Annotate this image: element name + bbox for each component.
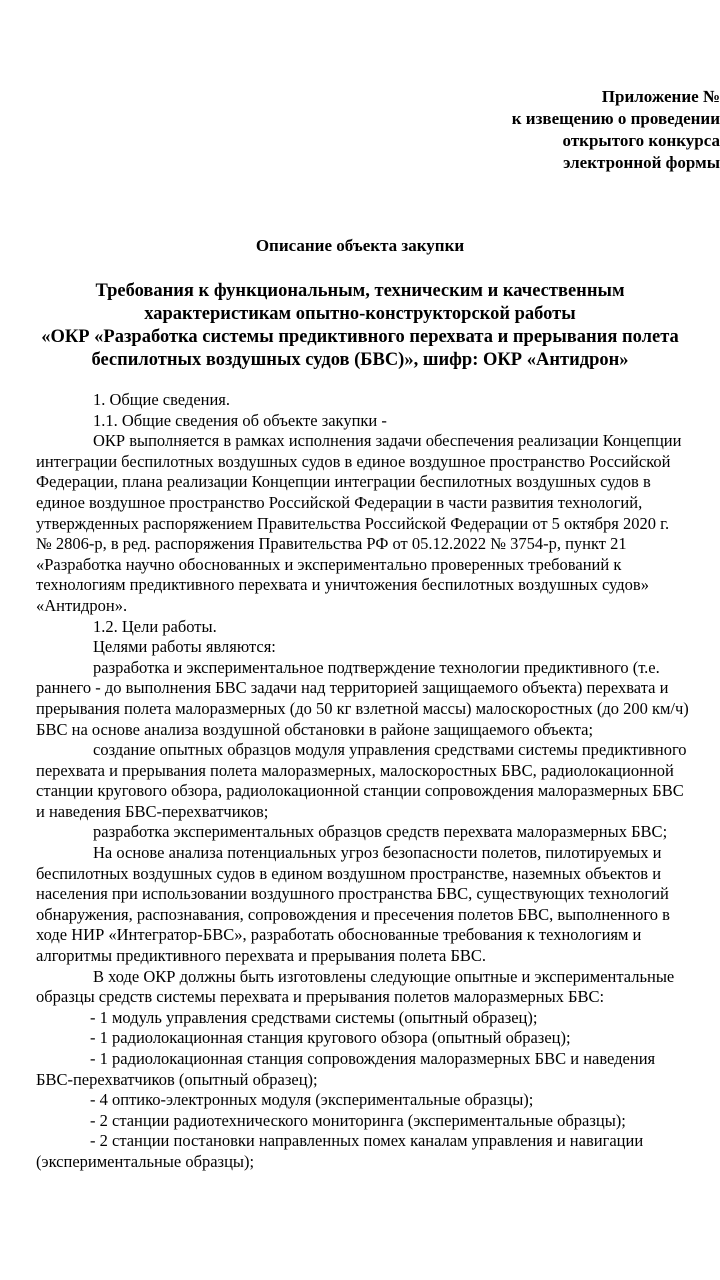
- body-line: «Антидрон».: [36, 595, 128, 615]
- document-title: Описание объекта закупки: [255, 236, 465, 255]
- requirements-title-line: беспилотных воздушных судов (БВС)», шифр: ОКР «Антидрон»: [91, 350, 629, 370]
- body-line: 1.2. Цели работы.: [93, 616, 217, 636]
- body-line: раннего - до выполнения БВС задачи над территорией защищаемого объекта) перехвата и: [36, 678, 669, 698]
- body-line: - 1 радиолокационная станция кругового обзора (опытный образец);: [90, 1028, 571, 1048]
- annex-line: открытого конкурса: [562, 131, 720, 150]
- body-line: Целями работы являются:: [93, 637, 276, 657]
- body-line: станции кругового обзора, радиолокационной станции сопровождения малоразмерных БВС: [36, 781, 684, 801]
- body-line: На основе анализа потенциальных угроз безопасности полетов, пилотируемых и: [93, 843, 662, 863]
- body-line: БВС на основе анализа воздушной обстановки в районе защищаемого объекта;: [36, 719, 594, 739]
- body-line: - 1 модуль управления средствами системы (опытный образец);: [90, 1007, 538, 1027]
- body-line: разработка и экспериментальное подтверждение технологии предиктивного (т.е.: [93, 657, 660, 677]
- annex-header: [480, 86, 720, 174]
- body-line: беспилотных воздушных судов в едином воздушном пространстве, наземных объектов и: [36, 863, 662, 883]
- body-line: В ходе ОКР должны быть изготовлены следующие опытные и экспериментальные: [93, 966, 675, 986]
- body-line: 1. Общие сведения.: [93, 390, 231, 409]
- body-line: БВС-перехватчиков (опытный образец);: [36, 1069, 318, 1089]
- body-line: населения при использовании воздушного пространства БВС, существующих технологий: [36, 884, 669, 904]
- requirements-title: [0, 280, 720, 372]
- annex-line: Приложение №: [601, 87, 720, 106]
- body-line: технологиям предиктивного перехвата и уничтожения беспилотных воздушных судов»: [36, 575, 649, 595]
- body-line: прерывания полета малоразмерных (до 50 кг взлетной массы) малоскоростных (до 200 км/ч): [36, 698, 689, 718]
- body-line: - 2 станции постановки направленных помех каналам управления и навигации: [90, 1131, 644, 1151]
- requirements-title-line: Требования к функциональным, техническим и качественным: [95, 281, 625, 301]
- document-body: [36, 390, 720, 1173]
- body-line: - 4 оптико-электронных модуля (экспериментальные образцы);: [90, 1090, 534, 1110]
- body-line: создание опытных образцов модуля управления средствами системы предиктивного: [93, 740, 687, 760]
- body-line: «Разработка научно обоснованных и экспериментально проверенных требований к: [36, 554, 622, 574]
- body-line: разработка экспериментальных образцов средств перехвата малоразмерных БВС;: [93, 822, 668, 842]
- body-line: образцы средств системы перехвата и прерывания полетов малоразмерных БВС:: [36, 987, 605, 1007]
- body-line: утвержденных распоряжением Правительства Российской Федерации от 5 октября 2020 г.: [36, 513, 670, 533]
- body-line: ОКР выполняется в рамках исполнения задачи обеспечения реализации Концепции: [93, 431, 682, 451]
- body-line: интеграции беспилотных воздушных судов в единое воздушное пространство Российской: [36, 451, 671, 471]
- body-line: алгоритмы предиктивного перехвата и прерывания полета БВС.: [36, 946, 487, 966]
- annex-line: электронной формы: [563, 153, 720, 172]
- body-line: № 2806-р, в ред. распоряжения Правительства РФ от 05.12.2022 № 3754-р, пункт 21: [36, 534, 627, 554]
- body-line: - 1 радиолокационная станция сопровождения малоразмерных БВС и наведения: [90, 1049, 656, 1068]
- body-line: - 2 станции радиотехнического мониторинга (экспериментальные образцы);: [90, 1110, 626, 1130]
- body-line: 1.1. Общие сведения об объекте закупки -: [93, 410, 387, 430]
- body-line: перехвата и прерывания полета малоразмерных, малоскоростных БВС, радиолокационной: [36, 760, 674, 780]
- body-line: Федерации, плана реализации Концепции интеграции беспилотных воздушных судов в: [36, 472, 651, 492]
- body-line: ходе НИР «Интегратор-БВС», разработать обоснованные требования к технологиям и: [36, 925, 642, 945]
- body-line: (экспериментальные образцы);: [36, 1151, 255, 1171]
- body-line: обнаружения, распознавания, сопровождения и пресечения полетов БВС, выполненного в: [36, 904, 670, 924]
- requirements-title-line: «ОКР «Разработка системы предиктивного перехвата и прерывания полета: [41, 327, 679, 347]
- body-line: и наведения БВС-перехватчиков;: [36, 801, 269, 821]
- body-line: единое воздушное пространство Российской Федерации в части развития технологий,: [36, 492, 643, 512]
- annex-line: к извещению о проведении: [511, 109, 720, 128]
- requirements-title-line: характеристикам опытно-конструкторской работы: [144, 304, 576, 324]
